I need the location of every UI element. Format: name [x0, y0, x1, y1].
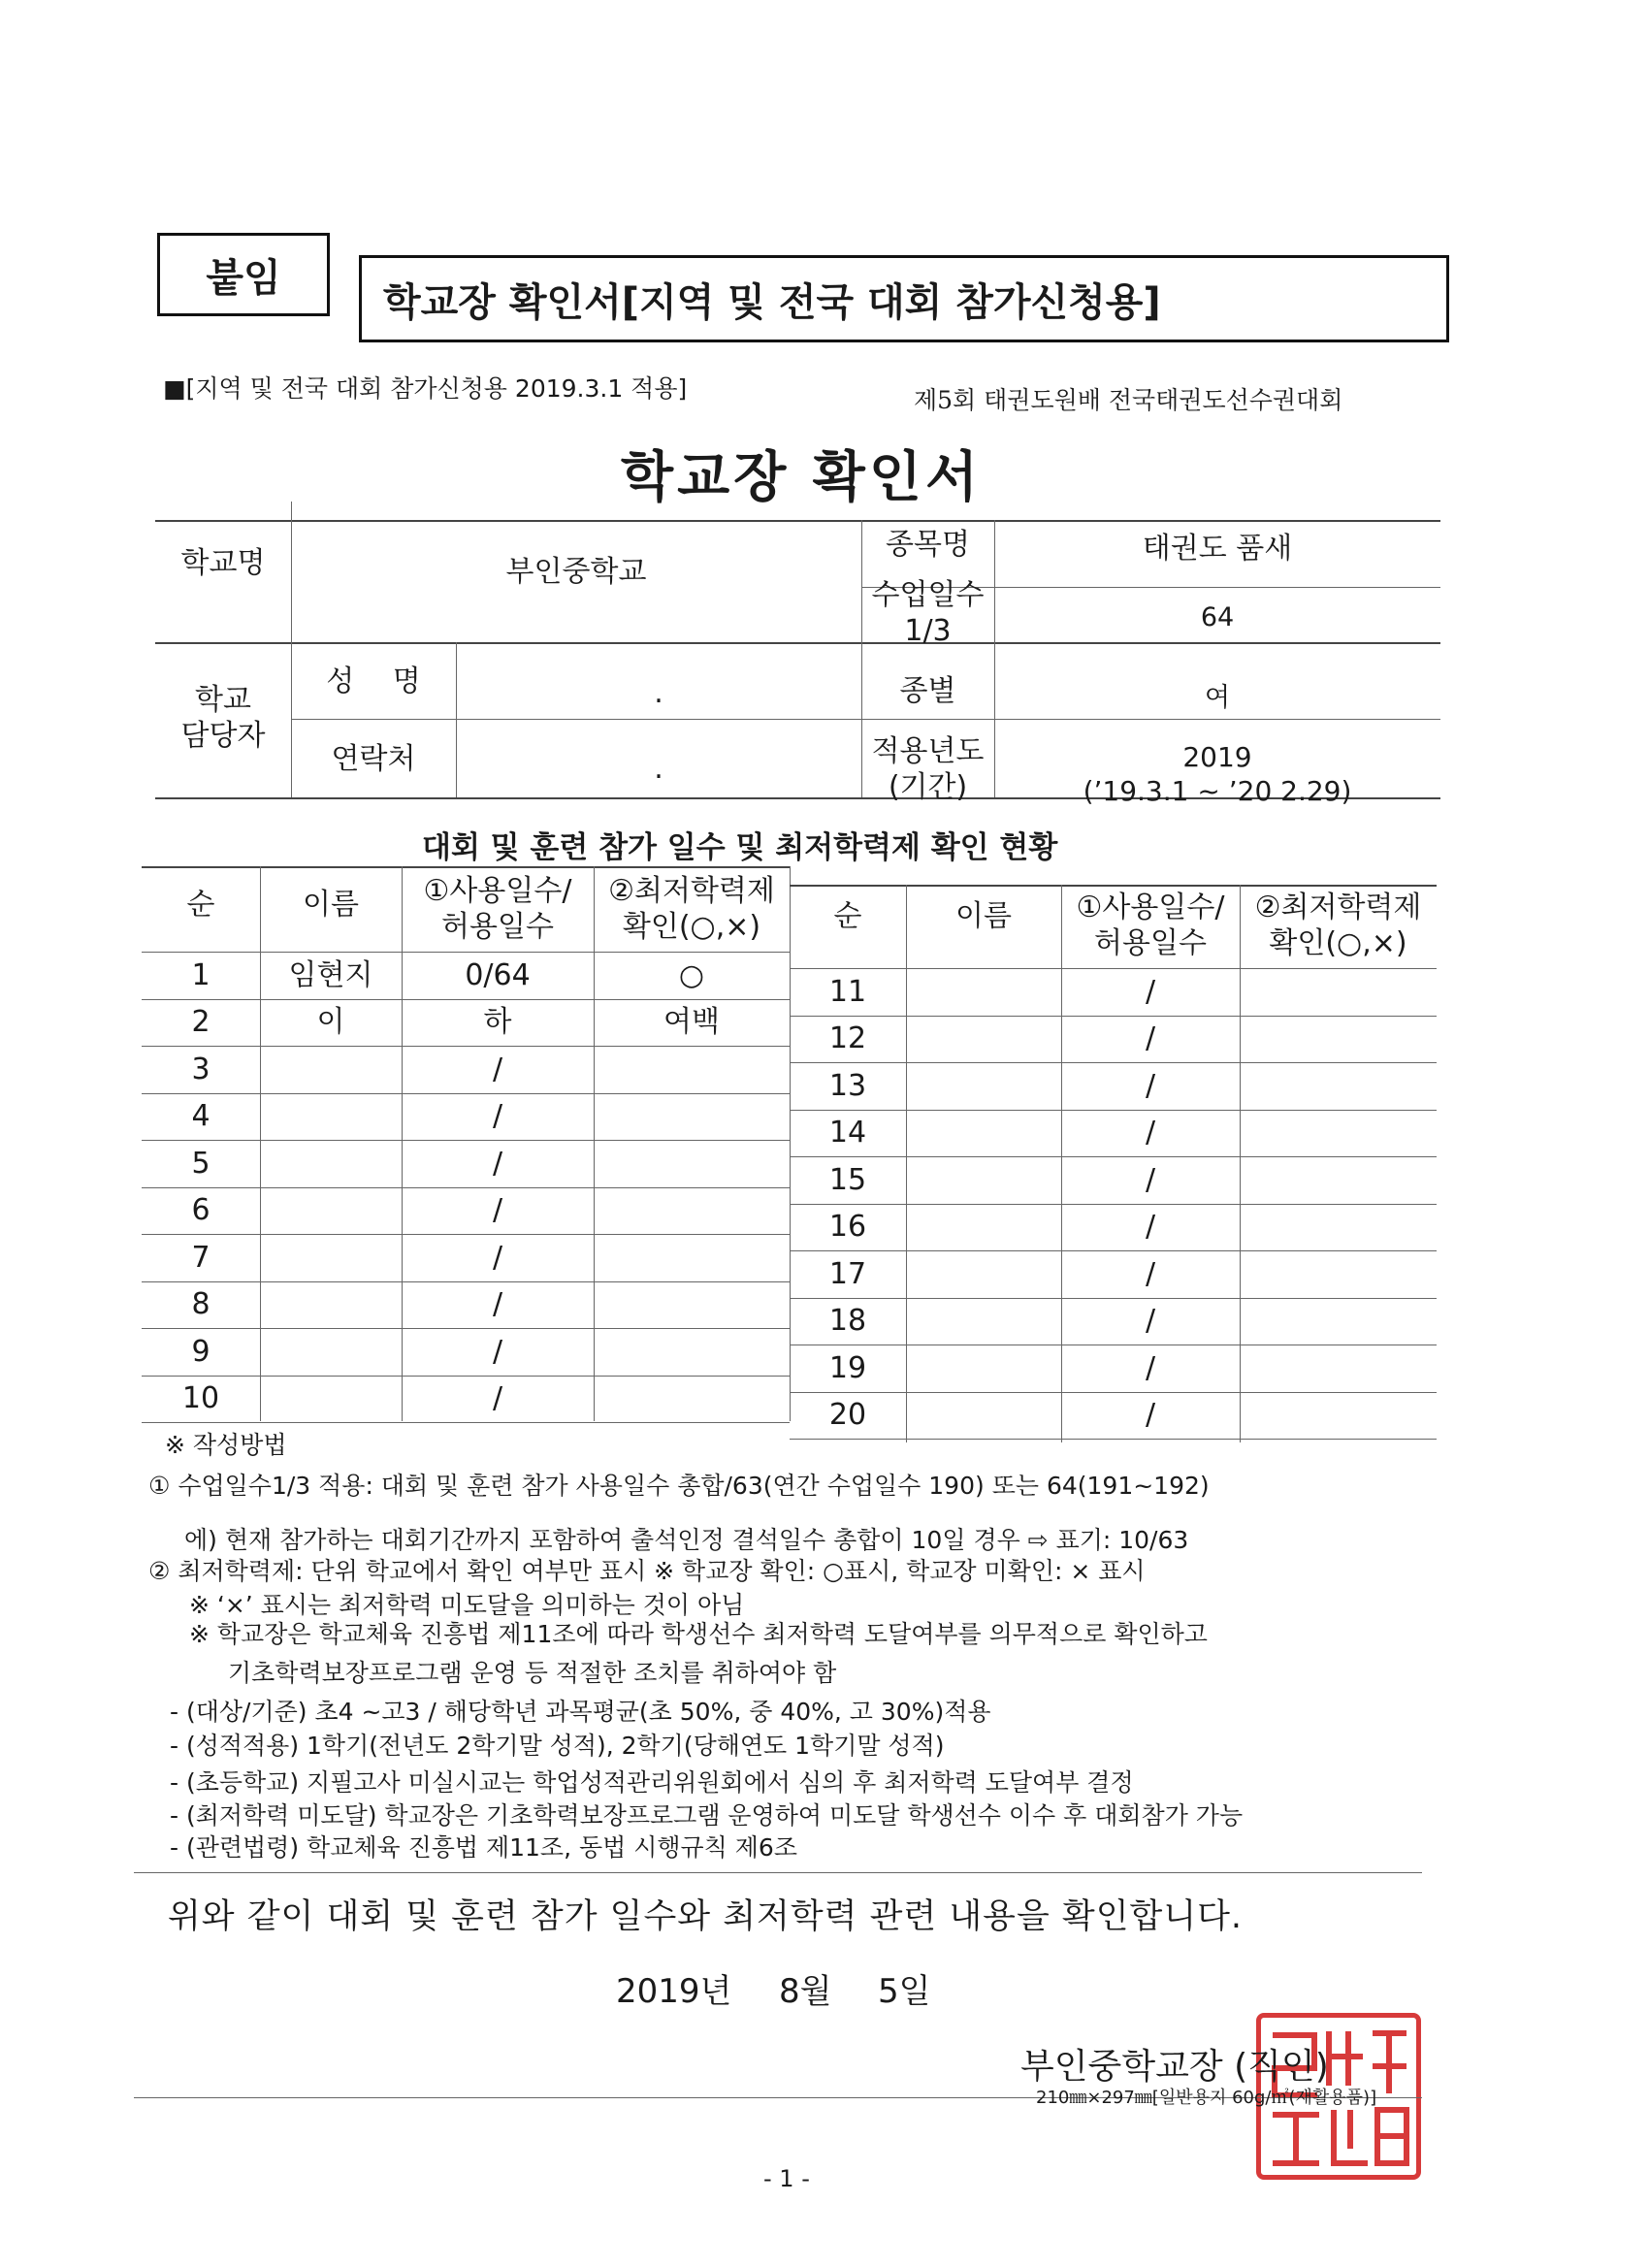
row-name	[906, 1110, 1061, 1157]
days-label-line2: 1/3	[904, 614, 952, 648]
row-no: 6	[191, 1193, 210, 1227]
row-no: 10	[181, 1381, 220, 1415]
row-no: 13	[828, 1068, 867, 1103]
row-name	[906, 1250, 1061, 1298]
header-min-academic-line2: 확인(○,×)	[622, 910, 761, 944]
row-used-days: /	[492, 1193, 503, 1227]
row-used-days: /	[492, 1146, 503, 1181]
row-min-academic: 여백	[663, 1005, 720, 1039]
note-line: - (최저학력 미도달) 학교장은 기초학력보장프로그램 운영하여 미도달 학생선수 이수 후 대회참가 가능	[170, 1801, 1244, 1830]
header-title-box	[359, 255, 1449, 342]
row-used-days: /	[492, 1287, 503, 1321]
sport-label: 종목명	[886, 528, 970, 563]
row-used-days: /	[1145, 1068, 1156, 1103]
row-min-academic	[594, 1281, 790, 1329]
header-min-academic-right-line1: ②최저학력제	[1254, 890, 1422, 924]
row-used-days: /	[492, 1334, 503, 1369]
row-no: 17	[828, 1256, 867, 1291]
row-used-days: /	[1145, 1162, 1156, 1197]
row-min-academic	[1240, 1345, 1437, 1392]
row-used-days: /	[1145, 1210, 1156, 1244]
principal-signature: 부인중학교장 (직인)	[1020, 2047, 1329, 2087]
manager-label-line2: 담당자	[180, 719, 266, 753]
row-name	[260, 1328, 402, 1376]
header-name-right: 이름	[955, 899, 1012, 934]
header-used-days-right	[1061, 883, 1240, 968]
header-min-academic-line1: ②최저학력제	[608, 873, 775, 908]
row-min-academic	[1240, 1298, 1437, 1345]
header-title: 학교장 확인서[지역 및 전국 대회 참가신청용]	[383, 279, 1161, 325]
row-min-academic	[594, 1376, 790, 1423]
table-row-line	[142, 1422, 790, 1423]
contact-value: .	[654, 751, 663, 786]
row-min-academic	[1240, 1250, 1437, 1298]
row-min-academic	[594, 1140, 790, 1187]
note-line: - (초등학교) 지필고사 미실시교는 학업성적관리위원회에서 심의 후 최저학력 도달여부 결정	[170, 1768, 1134, 1797]
header-min-academic	[594, 866, 790, 952]
paper-spec: 210㎜×297㎜[일반용지 60g/㎡(재활용품)]	[1036, 2088, 1377, 2108]
row-no: 16	[828, 1210, 867, 1244]
row-name	[260, 1187, 402, 1235]
row-name	[260, 1281, 402, 1329]
days-value: 64	[1200, 602, 1235, 633]
row-used-days: 하	[483, 1005, 512, 1039]
row-no: 15	[828, 1162, 867, 1197]
header-min-academic-right	[1240, 883, 1437, 968]
row-used-days: /	[1145, 1304, 1156, 1338]
row-used-days: /	[492, 1052, 503, 1086]
row-no: 19	[828, 1350, 867, 1385]
year-value	[994, 735, 1440, 813]
row-no: 18	[828, 1304, 867, 1338]
section-title: 대회 및 훈련 참가 일수 및 최저학력제 확인 현황	[422, 830, 1058, 865]
row-used-days: /	[492, 1240, 503, 1275]
header-name: 이름	[303, 888, 359, 923]
note-line: ② 최저학력제: 단위 학교에서 확인 여부만 표시 ※ 학교장 확인: ○표시, 학교장 미확인: × 표시	[148, 1557, 1146, 1585]
row-min-academic	[1240, 1156, 1437, 1204]
row-no: 20	[828, 1398, 867, 1432]
row-no: 11	[828, 974, 867, 1009]
days-label-line1: 수업일수	[871, 577, 985, 612]
row-min-academic: ○	[678, 957, 705, 992]
confirmation-text: 위와 같이 대회 및 훈련 참가 일수와 최저학력 관련 내용을 확인합니다.	[168, 1897, 1244, 1936]
row-no: 14	[828, 1116, 867, 1150]
note-line: ※ 학교장은 학교체육 진흥법 제11조에 따라 학생선수 최저학력 도달여부를 의무적으로 확인하고	[189, 1620, 1208, 1648]
apply-note: ■[지역 및 전국 대회 참가신청용 2019.3.1 적용]	[163, 374, 688, 403]
header-min-academic-right-line2: 확인(○,×)	[1269, 926, 1407, 960]
gender-label: 종별	[899, 673, 956, 708]
row-name: 이	[316, 1005, 345, 1039]
row-no: 2	[191, 1005, 210, 1039]
row-name: 임현지	[288, 957, 373, 992]
row-used-days: /	[1145, 1256, 1156, 1291]
row-name	[906, 968, 1061, 1016]
row-min-academic	[1240, 1016, 1437, 1063]
row-name	[260, 1140, 402, 1187]
year-value-line1: 2019	[1182, 741, 1252, 773]
year-label-line1: 적용년도	[871, 733, 985, 768]
row-min-academic	[1240, 1062, 1437, 1110]
contact-label: 연락처	[331, 741, 416, 776]
row-used-days: 0/64	[465, 957, 531, 992]
year-label	[861, 730, 994, 808]
row-no: 1	[191, 957, 210, 992]
manager-label	[155, 669, 291, 766]
row-min-academic	[594, 1234, 790, 1281]
row-no: 3	[191, 1052, 210, 1086]
row-no: 4	[191, 1099, 210, 1133]
row-used-days: /	[1145, 974, 1156, 1009]
header-no: 순	[186, 888, 215, 923]
header-used-days	[402, 866, 594, 952]
header-used-days-right-line1: ①사용일수/	[1076, 890, 1225, 924]
row-min-academic	[1240, 1110, 1437, 1157]
gender-value: 여	[1204, 682, 1231, 713]
row-name	[906, 1062, 1061, 1110]
note-line: ① 수업일수1/3 적용: 대회 및 훈련 참가 사용일수 총합/63(연간 수업일수 190) 또는 64(191~192)	[148, 1472, 1210, 1500]
row-name	[906, 1016, 1061, 1063]
row-min-academic	[1240, 1392, 1437, 1440]
row-min-academic	[594, 1046, 790, 1093]
year-label-line2: (기간)	[888, 770, 968, 804]
note-line: ※ ‘×’ 표시는 최저학력 미도달을 의미하는 것이 아님	[189, 1591, 745, 1619]
page-number: - 1 -	[763, 2165, 810, 2192]
sport-value: 태권도 품새	[1142, 532, 1293, 567]
row-min-academic	[1240, 1204, 1437, 1251]
row-used-days: /	[492, 1381, 503, 1415]
row-used-days: /	[1145, 1350, 1156, 1385]
document-title: 학교장 확인서	[621, 446, 983, 509]
date-year: 2019년	[616, 1972, 732, 2011]
date-month: 8월	[779, 1972, 832, 2011]
note-line: - (대상/기준) 초4 ~고3 / 해당학년 과목평균(초 50%, 중 40%, 고 30%)적용	[170, 1698, 991, 1726]
row-min-academic	[1240, 968, 1437, 1016]
note-line: - (관련법령) 학교체육 진흥법 제11조, 동법 시행규칙 제6조	[170, 1833, 797, 1862]
row-no: 7	[191, 1240, 210, 1275]
row-no: 9	[191, 1334, 210, 1369]
person-name-value: .	[654, 675, 663, 710]
row-used-days: /	[1145, 1021, 1156, 1055]
row-used-days: /	[492, 1099, 503, 1133]
header-used-days-line2: 허용일수	[441, 910, 554, 944]
year-value-line2: (’19.3.1 ~ ’20 2.29)	[1083, 775, 1352, 807]
person-name-label: 성 명	[326, 664, 421, 698]
row-name	[906, 1298, 1061, 1345]
row-name	[906, 1204, 1061, 1251]
note-line: - (성적적용) 1학기(전년도 2학기말 성적), 2학기(당해연도 1학기말 성적)	[170, 1732, 945, 1760]
row-name	[260, 1234, 402, 1281]
row-name	[906, 1392, 1061, 1440]
row-min-academic	[594, 1187, 790, 1235]
row-name	[260, 1376, 402, 1423]
note-line: 기초학력보장프로그램 운영 등 적절한 조치를 취하여야 함	[228, 1659, 837, 1687]
row-name	[906, 1156, 1061, 1204]
row-name	[906, 1345, 1061, 1392]
school-name-label: 학교명	[180, 546, 266, 581]
row-no: 12	[828, 1021, 867, 1055]
event-name: 제5회 태권도원배 전국태권도선수권대회	[914, 386, 1343, 414]
manager-label-line1: 학교	[195, 682, 251, 717]
row-used-days: /	[1145, 1398, 1156, 1432]
attachment-tag-label: 붙임	[206, 255, 281, 301]
header-used-days-line1: ①사용일수/	[423, 873, 572, 908]
row-min-academic	[594, 1093, 790, 1141]
header-used-days-right-line2: 허용일수	[1094, 926, 1207, 960]
school-name-value: 부인중학교	[505, 555, 647, 590]
note-line: 에) 현재 참가하는 대회기간까지 포함하여 출석인정 결석일수 총합이 10일 경우 ⇨ 표기: 10/63	[184, 1526, 1189, 1554]
date-day: 5일	[878, 1972, 931, 2011]
note-heading: ※ 작성방법	[165, 1431, 287, 1459]
attachment-tag	[157, 233, 330, 316]
row-name	[260, 1093, 402, 1141]
days-label	[861, 578, 994, 648]
row-name	[260, 1046, 402, 1093]
row-used-days: /	[1145, 1116, 1156, 1150]
table-row-line	[790, 1439, 1437, 1440]
header-no-right: 순	[833, 899, 862, 934]
row-no: 8	[191, 1287, 210, 1321]
row-no: 5	[191, 1146, 210, 1181]
row-min-academic	[594, 1328, 790, 1376]
